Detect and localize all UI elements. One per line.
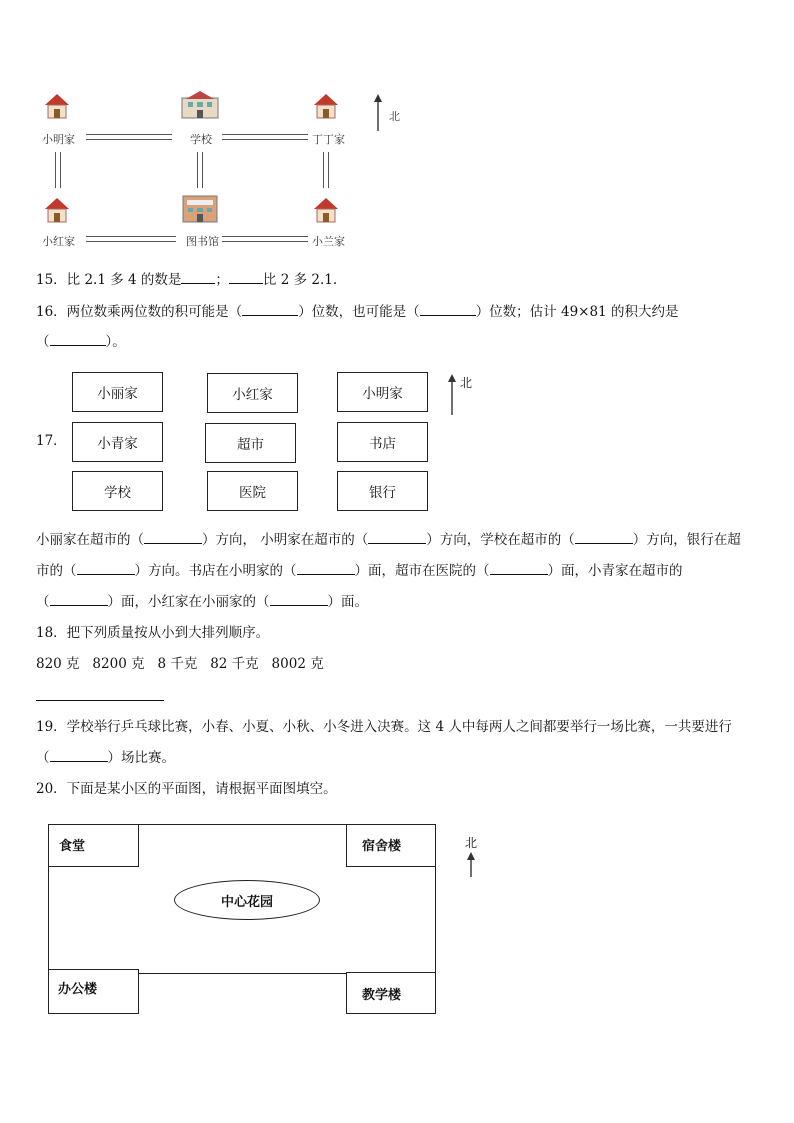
answer-blank[interactable]	[144, 543, 202, 544]
room-canteen	[48, 824, 139, 867]
answer-blank[interactable]	[575, 543, 633, 544]
room-label: 教学楼	[362, 988, 402, 1003]
q19-text: （	[36, 750, 50, 766]
school-icon	[180, 90, 220, 120]
q17-text: 小丽家在超市的（	[36, 532, 144, 548]
q17-text: 市的（	[36, 563, 77, 579]
q17-line	[36, 593, 368, 611]
q17-text: ）方向， 小明家在超市的（	[202, 532, 369, 548]
road	[197, 152, 203, 188]
q16-text: ）位数；估计 49×81 的积大约是	[475, 304, 679, 320]
question-16-cont	[36, 333, 126, 351]
central-garden: 中心花园	[174, 880, 320, 920]
north-label: 北	[389, 110, 400, 123]
q17-number: 17．	[36, 433, 67, 449]
q17-text: ）面。	[327, 594, 368, 610]
answer-blank[interactable]	[420, 315, 476, 316]
answer-blank[interactable]	[181, 283, 215, 284]
house-icon	[44, 92, 70, 120]
q17-text: ）方向。书店在小明家的（	[134, 563, 297, 579]
room-teaching	[346, 972, 436, 1014]
q19-text: ）场比赛。	[107, 750, 175, 766]
q19-line2	[36, 749, 175, 767]
answer-blank[interactable]	[229, 283, 263, 284]
q18-items: 820 克 8200 克 8 千克 82 千克 8002 克	[36, 656, 324, 672]
answer-blank[interactable]	[50, 761, 108, 762]
q17-text: ）方向，学校在超市的（	[426, 532, 575, 548]
q16-text: （	[36, 334, 50, 350]
answer-blank[interactable]	[77, 574, 135, 575]
road	[86, 134, 172, 140]
house-icon	[44, 196, 70, 224]
q16-text: ）位数，也可能是（	[298, 304, 420, 320]
q17-line	[36, 531, 741, 549]
label-school: 学校	[190, 133, 212, 146]
q15-text: 比 2 多 2.1.	[262, 272, 338, 288]
q17-text: ）方向，银行在超	[632, 532, 741, 548]
grid-cell: 小丽家	[72, 372, 163, 412]
q15-text: ；	[215, 272, 229, 288]
label-dingding: 丁丁家	[312, 133, 345, 146]
answer-blank[interactable]	[297, 574, 355, 575]
q16-text: ）。	[105, 334, 126, 350]
q19-text: 19．学校举行乒乓球比赛，小春、小夏、小秋、小冬进入决赛。这 4 人中每两人之间都要举行一场比赛，一共要进行	[36, 719, 732, 735]
north-arrow-icon	[465, 852, 477, 878]
q17-text: ）面，小青家在超市的	[547, 563, 683, 579]
north-label: 北	[465, 836, 478, 850]
room-dorm	[346, 824, 436, 867]
road	[86, 236, 176, 242]
north-arrow-icon	[372, 94, 384, 132]
label-library: 图书馆	[186, 235, 219, 248]
north-label: 北	[460, 376, 473, 390]
q17-text: ）面，超市在医院的（	[354, 563, 490, 579]
room-office	[48, 969, 139, 1014]
grid-cell: 小红家	[207, 373, 298, 413]
answer-blank[interactable]	[242, 315, 298, 316]
q17-text: ）面，小红家在小丽家的（	[107, 594, 270, 610]
answer-blank[interactable]	[50, 605, 108, 606]
road	[55, 152, 61, 188]
question-15	[36, 271, 337, 289]
room-label: 食堂	[59, 839, 86, 854]
q18-text: 18．把下列质量按从小到大排列顺序。	[36, 625, 270, 641]
q15-text: 15．比 2.1 多 4 的数是	[36, 272, 182, 288]
q17-line	[36, 562, 683, 580]
library-icon	[180, 192, 220, 224]
room-label: 办公楼	[58, 982, 98, 997]
answer-blank[interactable]	[368, 543, 426, 544]
question-16	[36, 303, 678, 321]
grid-cell: 医院	[207, 471, 298, 511]
road	[222, 236, 308, 242]
label-xiaoming: 小明家	[42, 133, 75, 146]
label-xiaohong: 小红家	[42, 235, 75, 248]
grid-cell: 学校	[72, 471, 163, 511]
grid-cell: 小明家	[337, 372, 428, 412]
answer-blank[interactable]	[490, 574, 548, 575]
grid-cell: 银行	[337, 471, 428, 511]
answer-blank[interactable]	[50, 345, 106, 346]
room-label: 宿舍楼	[362, 839, 402, 854]
q17-text: （	[36, 594, 50, 610]
grid-cell: 超市	[205, 423, 296, 463]
house-icon	[313, 92, 339, 120]
grid-cell: 书店	[337, 422, 428, 462]
q16-text: 16．两位数乘两位数的积可能是（	[36, 304, 243, 320]
answer-blank[interactable]	[270, 605, 328, 606]
road	[222, 134, 308, 140]
q20-text: 20．下面是某小区的平面图，请根据平面图填空。	[36, 781, 337, 797]
answer-line[interactable]	[36, 700, 164, 701]
house-icon	[313, 196, 339, 224]
grid-cell: 小青家	[72, 422, 163, 462]
label-xiaolan: 小兰家	[312, 235, 345, 248]
north-arrow-icon	[446, 374, 458, 416]
road	[323, 152, 329, 188]
